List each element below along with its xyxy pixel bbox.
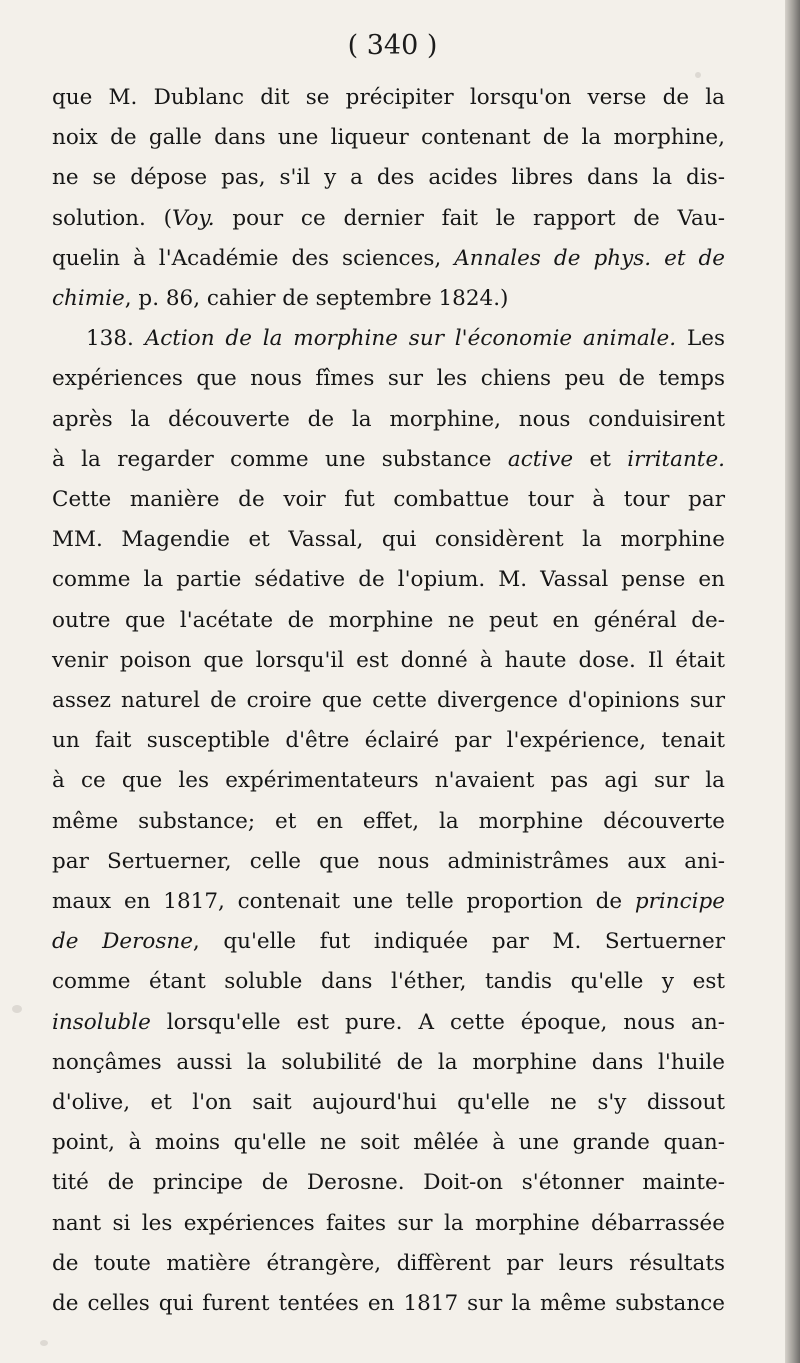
text-line: de celles qui furent tentées en 1817 sur la même substance [52, 1291, 725, 1317]
text-line: après la découverte de la morphine, nous conduisirent [52, 406, 725, 432]
text-line: outre que l'acétate de morphine ne peut en général de- [52, 607, 725, 633]
text-line: d'olive, et l'on sait aujourd'hui qu'elle ne s'y dissout [52, 1090, 725, 1116]
text-line: 138. Action de la morphine sur l'économie animale. Les [86, 326, 725, 352]
italic-phrase: de Derosne [52, 929, 193, 955]
italic-phrase: irritante. [627, 446, 725, 472]
text-line: insoluble lorsqu'elle est pure. A cette époque, nous an- [52, 1009, 725, 1035]
page-number: ( 340 ) [347, 30, 438, 61]
text-line: noix de galle dans une liqueur contenant de la morphine, [52, 125, 725, 151]
paper-speck [695, 72, 701, 78]
paper-speck [40, 1340, 48, 1346]
text-line: solution. (Voy. pour ce dernier fait le rapport de Vau- [52, 205, 725, 231]
italic-phrase: active [507, 446, 574, 472]
italic-phrase: insoluble [52, 1009, 151, 1035]
text-line: ne se dépose pas, s'il y a des acides libres dans la dis- [52, 165, 725, 191]
text-line: un fait susceptible d'être éclairé par l'expérience, tenait [52, 728, 725, 754]
italic-phrase: Action de la morphine sur l'économie animale. [144, 326, 677, 352]
text-line: nonçâmes aussi la solubilité de la morphine dans l'huile [52, 1049, 725, 1075]
text-line: comme étant soluble dans l'éther, tandis qu'elle y est [52, 969, 725, 995]
text-line: quelin à l'Académie des sciences, Annales de phys. et de [52, 245, 725, 271]
text-line: de toute matière étrangère, diffèrent par leurs résultats [52, 1250, 725, 1276]
text-line: chimie, p. 86, cahier de septembre 1824.) [52, 286, 509, 312]
text-line: à ce que les expérimentateurs n'avaient pas agi sur la [52, 768, 725, 794]
text-line: point, à moins qu'elle ne soit mêlée à une grande quan- [52, 1130, 725, 1156]
text-line: assez naturel de croire que cette divergence d'opinions sur [52, 688, 725, 714]
text-line: que M. Dublanc dit se précipiter lorsqu'on verse de la [52, 85, 725, 110]
paper-speck [12, 1005, 22, 1013]
italic-phrase: Annales de phys. et de [454, 245, 725, 271]
text-line: même substance; et en effet, la morphine découverte [52, 808, 725, 834]
text-line: comme la partie sédative de l'opium. M. Vassal pense en [52, 567, 725, 593]
text-line: tité de principe de Derosne. Doit-on s'étonner mainte- [52, 1170, 725, 1196]
text-line: Cette manière de voir fut combattue tour à tour par [52, 487, 725, 513]
italic-phrase: principe [634, 889, 725, 915]
text-line: nant si les expériences faites sur la morphine débarrassée [52, 1210, 725, 1236]
text-line: de Derosne, qu'elle fut indiquée par M. Sertuerner [52, 929, 725, 955]
text-line: expériences que nous fîmes sur les chiens peu de temps [52, 366, 725, 392]
text-line: à la regarder comme une substance active et irritante. [52, 446, 725, 472]
page-edge-shadow [785, 0, 800, 1363]
italic-phrase: chimie [52, 286, 125, 312]
italic-phrase: Voy. [171, 205, 215, 231]
text-line: maux en 1817, contenait une telle proportion de principe [52, 889, 725, 915]
text-line: MM. Magendie et Vassal, qui considèrent la morphine [52, 527, 725, 553]
body-text [52, 78, 725, 1324]
text-line: par Sertuerner, celle que nous administrâmes aux ani- [52, 848, 725, 874]
text-line: venir poison que lorsqu'il est donné à haute dose. Il était [52, 647, 725, 673]
